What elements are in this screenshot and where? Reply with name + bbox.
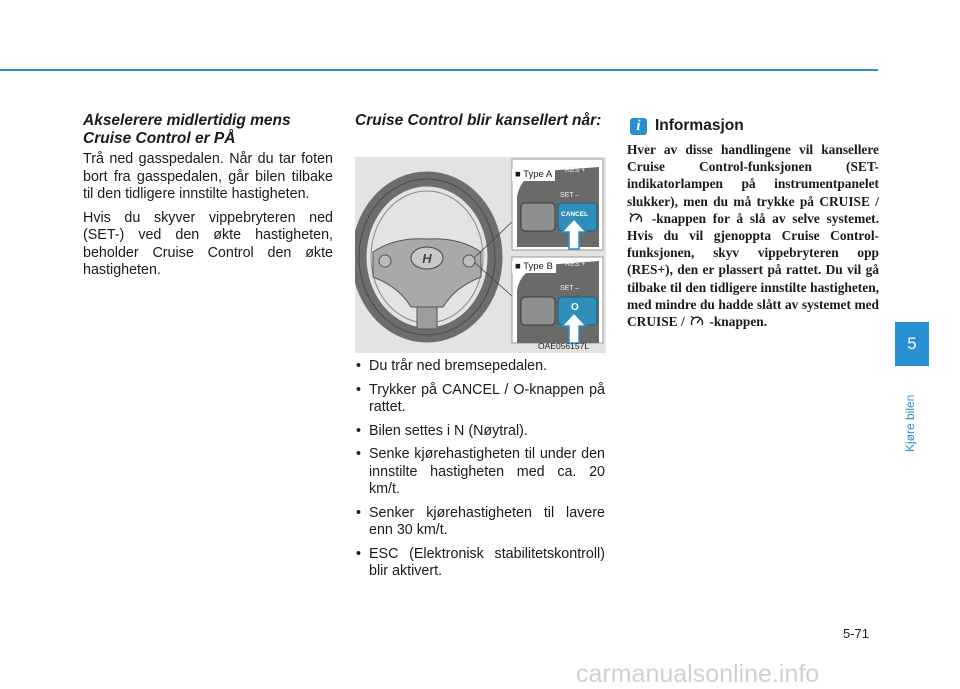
list-item: • Trykker på CANCEL / O-knappen på rattet. — [355, 382, 605, 417]
info-text-part-1: Hver av disse handlingene vil kansellere Cruise Control-funksjonen (SET-indikatorlampen på instrumentpanelet slukker), men du må trykke på CRUISE / — [627, 142, 879, 209]
info-text-part-2: -knappen for å slå av selve systemet. Hvis du vil gjenoppta Cruise Control-funksjonen, skyv vippebryteren opp (RES+), den er plassert på rattet. Du vil gå tilbake til den tidligere innstilte hastigheten, med mindre du hadde slått av systemet med CRUISE / — [627, 210, 879, 330]
chapter-number-tab: 5 — [895, 322, 929, 366]
type-a-label: ■ Type A — [512, 169, 555, 181]
list-item: • Du trår ned bremsepedalen. — [355, 358, 605, 376]
type-b-res-label: RES + — [565, 261, 586, 268]
svg-text:H: H — [422, 251, 432, 266]
list-item: • Senker kjørehastigheten til lavere enn 30 km/t. — [355, 505, 605, 540]
left-paragraph-2: Hvis du skyver vippebryteren ned (SET-) ved den økte hastigheten, beholder Cruise Control den økte hastigheten. — [83, 209, 333, 278]
list-item: • Senke kjørehastigheten til under den innstilte hastigheten med ca. 20 km/t. — [355, 446, 605, 499]
cruise-control-icon — [629, 212, 643, 224]
steering-wheel-illustration — [355, 157, 606, 353]
o-button-label: O — [571, 302, 579, 313]
header-rule — [0, 69, 878, 71]
list-item: • Bilen settes i N (Nøytral). — [355, 423, 605, 441]
type-a-set-label: SET – — [560, 192, 580, 199]
type-a-res-label: RES + — [565, 167, 586, 174]
watermark: carmanualsonline.info — [576, 660, 820, 688]
info-title: Informasjon — [655, 117, 744, 134]
left-paragraph-1: Trå ned gasspedalen. Når du tar foten bort fra gasspedalen, går bilen tilbake til den tidligere innstilte hastigheten. — [83, 151, 333, 202]
list-item: • ESC (Elektronisk stabilitetskontroll) blir aktivert. — [355, 546, 605, 581]
left-heading: Akselerere midlertidig mens Cruise Control er PÅ — [83, 112, 291, 147]
figure-code: OAE056157L — [538, 341, 590, 351]
info-icon: i — [630, 118, 647, 135]
info-text — [627, 141, 879, 330]
info-text-part-3: -knappen. — [709, 314, 768, 330]
chapter-title: Kjøre bilen — [903, 394, 917, 452]
steering-wheel-figure — [355, 157, 606, 353]
page-number: 5-71 — [843, 626, 870, 641]
type-b-label: ■ Type B — [512, 261, 556, 273]
info-header — [630, 117, 744, 135]
type-b-set-label: SET – — [560, 285, 580, 292]
left-body — [83, 151, 333, 286]
cancel-conditions-list — [355, 358, 605, 587]
cruise-control-icon — [690, 315, 704, 327]
cancel-button-label: CANCEL — [561, 211, 589, 218]
middle-heading: Cruise Control blir kansellert når: — [355, 112, 602, 129]
